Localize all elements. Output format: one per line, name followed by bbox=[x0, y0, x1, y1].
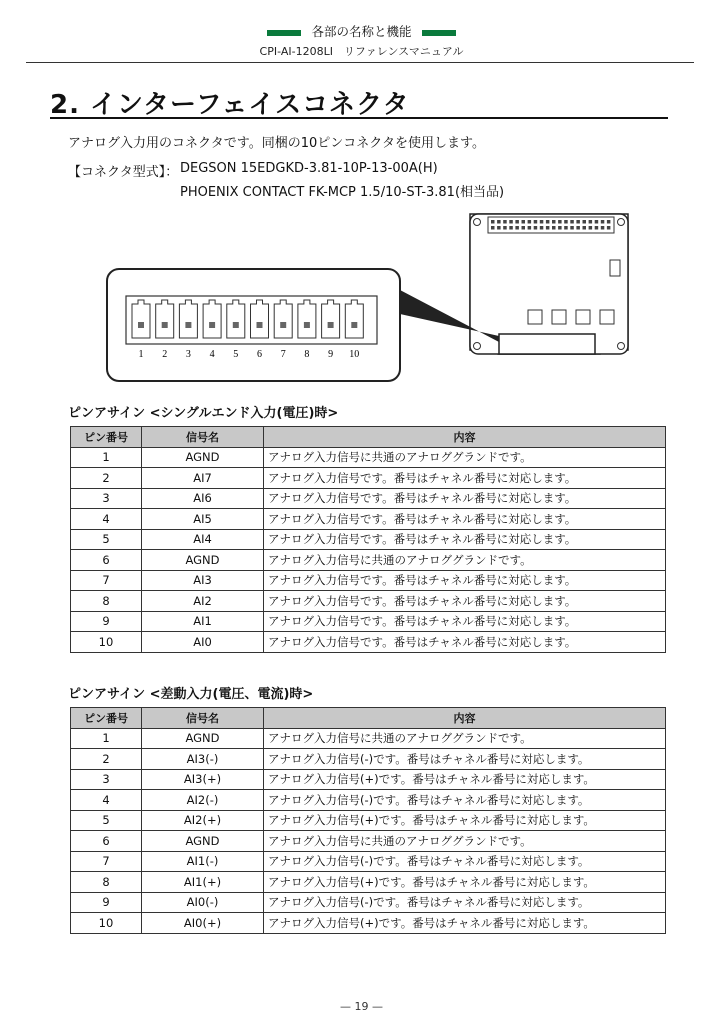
header-pin bbox=[546, 226, 550, 230]
signal-name-cell: AI1 bbox=[142, 611, 264, 632]
header-pin bbox=[528, 220, 532, 224]
header-bar-left bbox=[267, 30, 301, 36]
signal-name-cell: AI3(-) bbox=[142, 749, 264, 770]
header-pin bbox=[503, 226, 507, 230]
signal-name-cell: AI3(+) bbox=[142, 769, 264, 790]
description-cell: アナログ入力信号です。番号はチャネル番号に対応します。 bbox=[264, 632, 666, 653]
section-title-underline bbox=[50, 117, 668, 119]
signal-name-cell: AI6 bbox=[142, 488, 264, 509]
table-header-row bbox=[71, 427, 666, 448]
board-illustration bbox=[470, 214, 628, 354]
pin-number-cell: 8 bbox=[71, 872, 142, 893]
pin-number-cell: 7 bbox=[71, 570, 142, 591]
pin-number-label: 3 bbox=[185, 349, 191, 360]
pin-number-cell: 2 bbox=[71, 749, 142, 770]
connector-diagram bbox=[0, 200, 723, 400]
header-pin bbox=[589, 226, 593, 230]
connector-terminal bbox=[179, 300, 197, 338]
header-pin bbox=[522, 220, 526, 224]
pin-number-cell: 6 bbox=[71, 550, 142, 571]
header-pin bbox=[570, 220, 574, 224]
header-pin bbox=[509, 220, 513, 224]
header-pin bbox=[509, 226, 513, 230]
page-header bbox=[0, 22, 723, 40]
header-pin bbox=[558, 220, 562, 224]
table-row bbox=[71, 790, 666, 811]
pin-number-label: 6 bbox=[257, 349, 262, 360]
pin-number-label: 4 bbox=[209, 349, 215, 360]
differential-table-title: ピンアサイン <差動入力(電圧、電流)時> bbox=[68, 687, 314, 702]
connector-terminal bbox=[345, 300, 363, 338]
connector-terminal bbox=[322, 300, 340, 338]
header-pin bbox=[515, 226, 519, 230]
header-divider bbox=[26, 62, 694, 63]
table-row bbox=[71, 570, 666, 591]
header-pin bbox=[601, 220, 605, 224]
signal-name-cell: AI4 bbox=[142, 529, 264, 550]
table-row bbox=[71, 447, 666, 468]
signal-name-cell: AGND bbox=[142, 550, 264, 571]
description-cell: アナログ入力信号に共通のアナロググランドです。 bbox=[264, 831, 666, 852]
pin-number-cell: 9 bbox=[71, 611, 142, 632]
differential-pin-table bbox=[70, 707, 666, 934]
pin-number-cell: 5 bbox=[71, 810, 142, 831]
table-row bbox=[71, 611, 666, 632]
header-pin bbox=[607, 226, 611, 230]
pin-number-label: 1 bbox=[138, 349, 144, 360]
header-pin bbox=[534, 226, 538, 230]
description-cell: アナログ入力信号です。番号はチャネル番号に対応します。 bbox=[264, 509, 666, 530]
pin-number-cell: 10 bbox=[71, 913, 142, 934]
table-row bbox=[71, 749, 666, 770]
description-cell: アナログ入力信号(-)です。番号はチャネル番号に対応します。 bbox=[264, 851, 666, 872]
header-pin bbox=[540, 226, 544, 230]
pin-number-cell: 2 bbox=[71, 468, 142, 489]
pin-number-cell: 9 bbox=[71, 892, 142, 913]
description-cell: アナログ入力信号です。番号はチャネル番号に対応します。 bbox=[264, 611, 666, 632]
description-cell: アナログ入力信号です。番号はチャネル番号に対応します。 bbox=[264, 529, 666, 550]
table-row bbox=[71, 529, 666, 550]
column-header: ピン番号 bbox=[71, 427, 142, 448]
single-ended-table-title: ピンアサイン <シングルエンド入力(電圧)時> bbox=[68, 406, 339, 421]
connector-terminal bbox=[251, 300, 269, 338]
description-cell: アナログ入力信号(-)です。番号はチャネル番号に対応します。 bbox=[264, 790, 666, 811]
description-cell: アナログ入力信号(-)です。番号はチャネル番号に対応します。 bbox=[264, 892, 666, 913]
table-row bbox=[71, 769, 666, 790]
header-pin bbox=[491, 226, 495, 230]
page-number: — 19 — bbox=[340, 1000, 383, 1013]
table-header-row bbox=[71, 708, 666, 729]
header-pin bbox=[552, 220, 556, 224]
header-pin bbox=[583, 226, 587, 230]
header-pin bbox=[595, 226, 599, 230]
description-cell: アナログ入力信号(+)です。番号はチャネル番号に対応します。 bbox=[264, 872, 666, 893]
pin-number-cell: 7 bbox=[71, 851, 142, 872]
signal-name-cell: AI2(-) bbox=[142, 790, 264, 811]
description-cell: アナログ入力信号(+)です。番号はチャネル番号に対応します。 bbox=[264, 769, 666, 790]
signal-name-cell: AGND bbox=[142, 728, 264, 749]
signal-name-cell: AI5 bbox=[142, 509, 264, 530]
description-cell: アナログ入力信号です。番号はチャネル番号に対応します。 bbox=[264, 591, 666, 612]
pin-number-cell: 1 bbox=[71, 447, 142, 468]
table-row bbox=[71, 892, 666, 913]
header-pin bbox=[589, 220, 593, 224]
header-pin bbox=[570, 226, 574, 230]
header-bar-right bbox=[422, 30, 456, 36]
header-pin bbox=[601, 226, 605, 230]
pin-number-label: 8 bbox=[304, 349, 310, 360]
description-cell: アナログ入力信号に共通のアナロググランドです。 bbox=[264, 447, 666, 468]
description-cell: アナログ入力信号に共通のアナロググランドです。 bbox=[264, 550, 666, 571]
description-cell: アナログ入力信号(-)です。番号はチャネル番号に対応します。 bbox=[264, 749, 666, 770]
header-pin bbox=[583, 220, 587, 224]
pin-number-cell: 1 bbox=[71, 728, 142, 749]
table-row bbox=[71, 810, 666, 831]
header-pin bbox=[491, 220, 495, 224]
column-header: 信号名 bbox=[142, 427, 264, 448]
pin-number-label: 10 bbox=[349, 349, 360, 360]
pin-number-cell: 5 bbox=[71, 529, 142, 550]
column-header: ピン番号 bbox=[71, 708, 142, 729]
header-pin bbox=[503, 220, 507, 224]
pin-number-label: 5 bbox=[233, 349, 239, 360]
pin-number-cell: 4 bbox=[71, 509, 142, 530]
header-pin bbox=[497, 220, 501, 224]
connector-terminal bbox=[156, 300, 174, 338]
header-pin bbox=[607, 220, 611, 224]
connector-terminal bbox=[298, 300, 316, 338]
signal-name-cell: AI1(-) bbox=[142, 851, 264, 872]
signal-name-cell: AI0(+) bbox=[142, 913, 264, 934]
description-cell: アナログ入力信号(+)です。番号はチャネル番号に対応します。 bbox=[264, 913, 666, 934]
section-title: 2. インターフェイスコネクタ bbox=[50, 90, 410, 120]
table-row bbox=[71, 591, 666, 612]
description-cell: アナログ入力信号(+)です。番号はチャネル番号に対応します。 bbox=[264, 810, 666, 831]
intro-text: アナログ入力用のコネクタです。同梱の10ピンコネクタを使用します。 bbox=[68, 136, 485, 151]
table-row bbox=[71, 851, 666, 872]
table-row bbox=[71, 831, 666, 852]
description-cell: アナログ入力信号です。番号はチャネル番号に対応します。 bbox=[264, 488, 666, 509]
connector-model-alternate: PHOENIX CONTACT FK-MCP 1.5/10-ST-3.81(相当品) bbox=[180, 185, 505, 200]
connector-type-label: 【コネクタ型式】： bbox=[68, 165, 179, 180]
table-row bbox=[71, 913, 666, 934]
pin-number-cell: 3 bbox=[71, 769, 142, 790]
connector-terminal bbox=[132, 300, 150, 338]
header-pin bbox=[564, 220, 568, 224]
header-title: 各部の名称と機能 bbox=[311, 24, 412, 39]
table-row bbox=[71, 468, 666, 489]
signal-name-cell: AI3 bbox=[142, 570, 264, 591]
signal-name-cell: AI2 bbox=[142, 591, 264, 612]
connector-terminal bbox=[203, 300, 221, 338]
pin-number-label: 7 bbox=[280, 349, 286, 360]
header-pin bbox=[515, 220, 519, 224]
table-row bbox=[71, 728, 666, 749]
pin-number-label: 2 bbox=[162, 349, 168, 360]
signal-name-cell: AI2(+) bbox=[142, 810, 264, 831]
signal-name-cell: AI1(+) bbox=[142, 872, 264, 893]
connector-terminal bbox=[227, 300, 245, 338]
header-pin bbox=[558, 226, 562, 230]
table-row bbox=[71, 632, 666, 653]
header-pin bbox=[552, 226, 556, 230]
table-row bbox=[71, 550, 666, 571]
signal-name-cell: AI7 bbox=[142, 468, 264, 489]
header-subtitle: CPI-AI-1208LI リファレンスマニュアル bbox=[259, 45, 464, 58]
signal-name-cell: AI0 bbox=[142, 632, 264, 653]
header-pin bbox=[576, 226, 580, 230]
signal-name-cell: AGND bbox=[142, 447, 264, 468]
pin-number-cell: 8 bbox=[71, 591, 142, 612]
pin-number-cell: 3 bbox=[71, 488, 142, 509]
pin-number-label: 9 bbox=[328, 349, 334, 360]
column-header: 内容 bbox=[264, 427, 666, 448]
connector-terminal bbox=[274, 300, 292, 338]
column-header: 内容 bbox=[264, 708, 666, 729]
header-pin bbox=[564, 226, 568, 230]
signal-name-cell: AGND bbox=[142, 831, 264, 852]
description-cell: アナログ入力信号です。番号はチャネル番号に対応します。 bbox=[264, 570, 666, 591]
pin-number-cell: 6 bbox=[71, 831, 142, 852]
description-cell: アナログ入力信号に共通のアナロググランドです。 bbox=[264, 728, 666, 749]
table-row bbox=[71, 872, 666, 893]
header-pin bbox=[497, 226, 501, 230]
single-ended-pin-table bbox=[70, 426, 666, 653]
header-pin bbox=[576, 220, 580, 224]
header-pin bbox=[522, 226, 526, 230]
header-pin bbox=[540, 220, 544, 224]
pin-number-cell: 4 bbox=[71, 790, 142, 811]
header-pin bbox=[546, 220, 550, 224]
header-pin bbox=[528, 226, 532, 230]
signal-name-cell: AI0(-) bbox=[142, 892, 264, 913]
table-row bbox=[71, 488, 666, 509]
header-pin bbox=[534, 220, 538, 224]
pin-number-cell: 10 bbox=[71, 632, 142, 653]
table-row bbox=[71, 509, 666, 530]
column-header: 信号名 bbox=[142, 708, 264, 729]
description-cell: アナログ入力信号です。番号はチャネル番号に対応します。 bbox=[264, 468, 666, 489]
header-pin bbox=[595, 220, 599, 224]
connector-model-primary: DEGSON 15EDGKD-3.81-10P-13-00A(H) bbox=[180, 161, 438, 176]
